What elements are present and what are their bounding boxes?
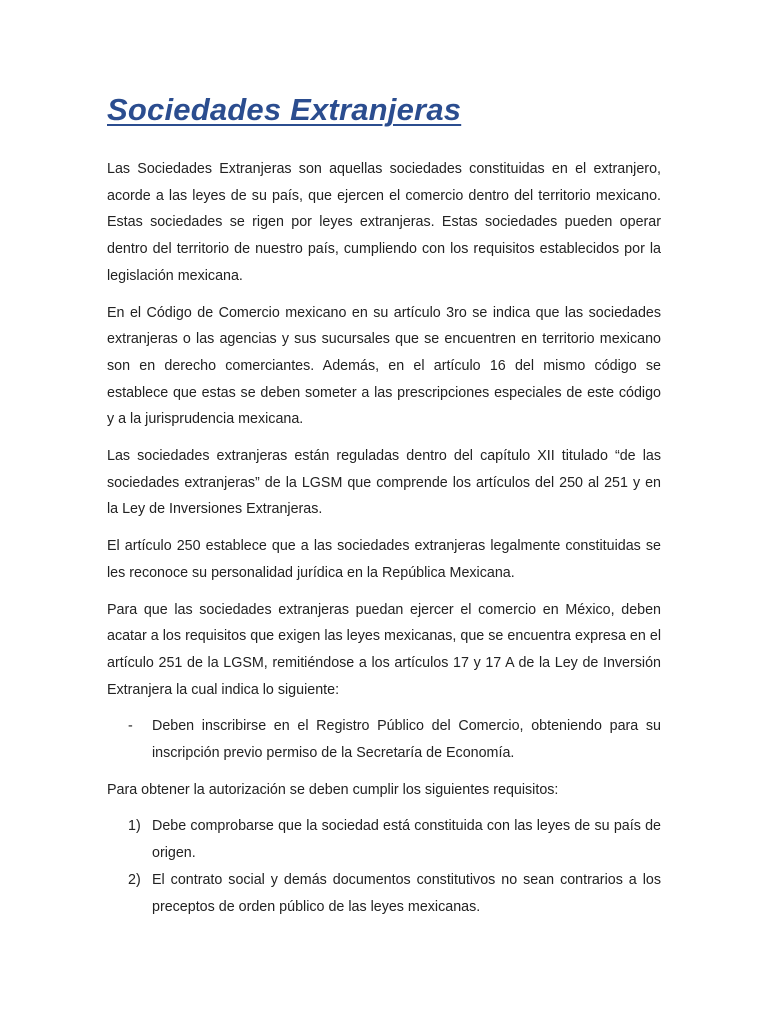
- numbered-list: [107, 813, 661, 920]
- list-item-text: Debe comprobarse que la sociedad está constituida con las leyes de su país de origen.: [152, 818, 661, 862]
- list-item: [107, 813, 661, 866]
- list-item-text: Deben inscribirse en el Registro Público del Comercio, obteniendo para su inscripción previo permiso de la Secretaría de Economía.: [152, 718, 661, 762]
- list-bullet: -: [128, 718, 133, 735]
- document-page: [107, 92, 661, 930]
- paragraph-requirements: Para que las sociedades extranjeras puedan ejercer el comercio en México, deben acatar a los requisitos que exigen las leyes mexicanas, que se encuentra expresa en el artículo 251 de la LGSM, remitiéndose a los artículos 17 y 17 A de la Ley de Inversión Extranjera la cual indica lo siguiente:: [107, 601, 661, 698]
- list-item: [107, 867, 661, 920]
- paragraph-requirements-intro: Para obtener la autorización se deben cumplir los siguientes requisitos:: [107, 781, 559, 798]
- paragraph-definition: Las Sociedades Extranjeras son aquellas sociedades constituidas en el extranjero, acorde a las leyes de su país, que ejercen el comercio dentro del territorio mexicano. Estas sociedades se rigen por leyes extranjeras. Estas sociedades pueden operar dentro del territorio de nuestro país, cumpliendo con los requisitos establecidos por la legislación mexicana.: [107, 161, 661, 284]
- paragraph-codigo-comercio: En el Código de Comercio mexicano en su artículo 3ro se indica que las sociedades extranjeras o las agencias y sus sucursales que se encuentren en territorio mexicano son en derecho comerciantes. Además, en el artículo 16 del mismo código se establece que estas se deben someter a las prescripciones especiales de este código y a la jurisprudencia mexicana.: [107, 304, 661, 428]
- dash-list: [107, 713, 661, 766]
- list-item-text: El contrato social y demás documentos constitutivos no sean contrarios a los preceptos de orden público de las leyes mexicanas.: [152, 871, 661, 915]
- list-item: [107, 713, 661, 766]
- paragraph-article-250: El artículo 250 establece que a las sociedades extranjeras legalmente constituidas se les reconoce su personalidad jurídica en la República Mexicana.: [107, 538, 661, 581]
- document-title: Sociedades Extranjeras: [107, 92, 462, 127]
- list-number: 1): [128, 818, 141, 835]
- list-number: 2): [128, 871, 141, 888]
- paragraph-regulation: Las sociedades extranjeras están reguladas dentro del capítulo XII titulado “de las sociedades extranjeras” de la LGSM que comprende los artículos del 250 al 251 y en la Ley de Inversiones Extranjeras.: [107, 448, 661, 518]
